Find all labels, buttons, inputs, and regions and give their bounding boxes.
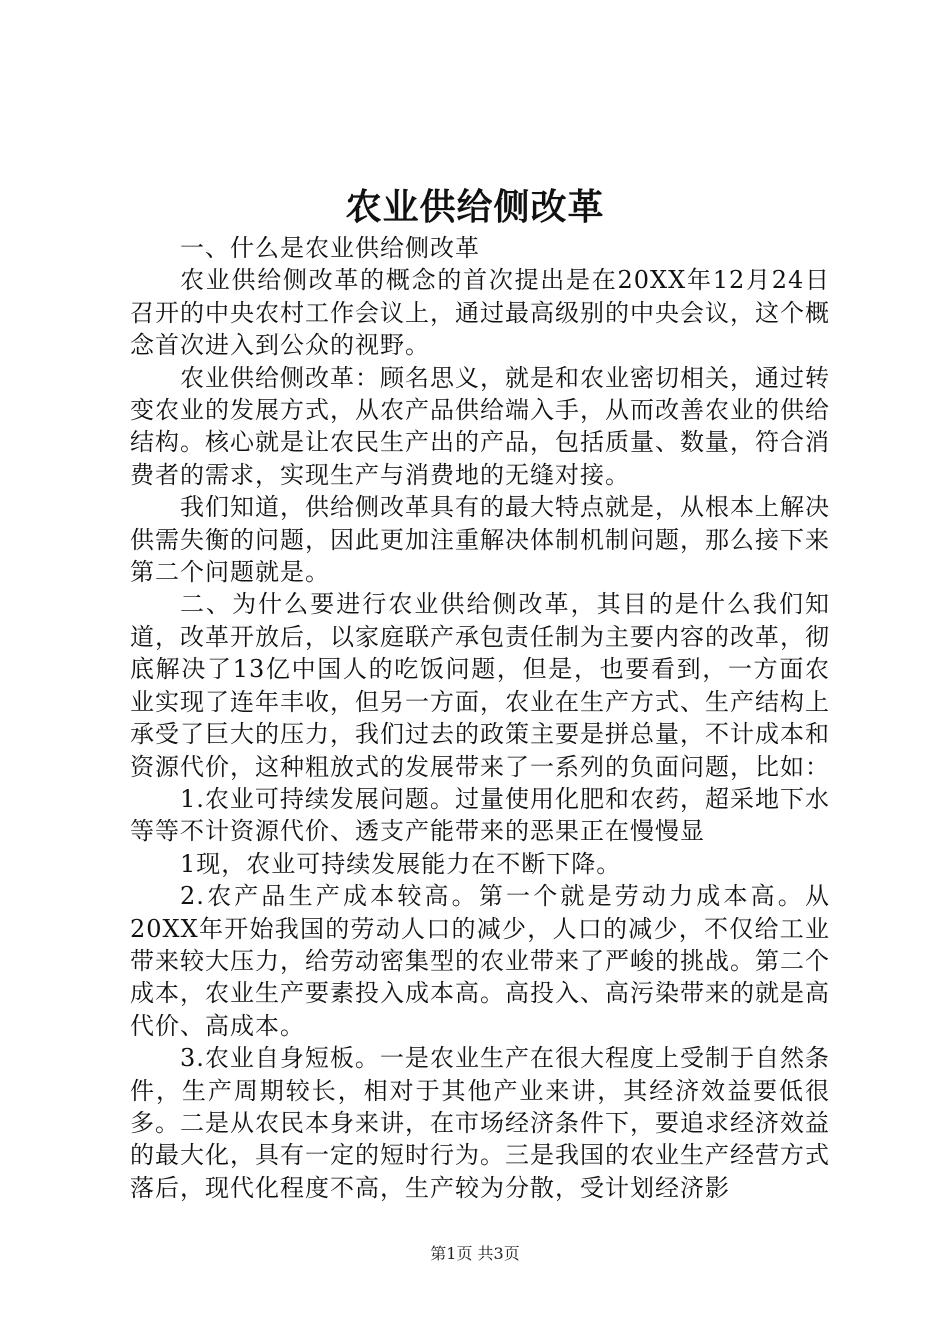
document-body <box>130 232 830 1204</box>
section-heading-1: 一、什么是农业供给侧改革 <box>180 234 480 262</box>
document-title: 农业供给侧改革 <box>345 186 605 228</box>
section-heading-2: 二、为什么要进行农业供给侧改革，其目的是什么我们知道，改革开放后，以家庭联产承包责任制为主要内容的改革，彻底解决了13亿中国人的吃饭问题，但是，也要看到，一方面农业实现了连年丰收，但另一方面，农业在生产方式、生产结构上承受了巨大的压力，我们过去的政策主要是拼总量，不计成本和资源代价，这种粗放式的发展带来了一系列的负面问题，比如： <box>130 590 830 781</box>
page-footer: 第1页 共3页 <box>430 1244 520 1263</box>
list-item-continuation: 1现，农业可持续发展能力在不断下降。 <box>180 849 622 878</box>
list-item: 3.农业自身短板。一是农业生产在很大程度上受制于自然条件，生产周期较长，相对于其他产业来讲，其经济效益要低很多。二是从农民本身来讲，在市场经济条件下，要追求经济效益的最大化，具有一定的短时行为。三是我国的农业生产经营方式落后，现代化程度不高，生产较为分散，受计划经济影 <box>130 1044 830 1202</box>
list-item: 2.农产品生产成本较高。第一个就是劳动力成本高。从20XX年开始我国的劳动人口的减少，人口的减少，不仅给工业带来较大压力，给劳动密集型的农业带来了严峻的挑战。第二个成本，农业生产要素投入成本高。高投入、高污染带来的就是高代价、高成本。 <box>130 882 830 1040</box>
paragraph: 农业供给侧改革：顾名思义，就是和农业密切相关，通过转变农业的发展方式，从农产品供给端入手，从而改善农业的供给结构。核心就是让农民生产出的产品，包括质量、数量，符合消费者的需求，实现生产与消费地的无缝对接。 <box>130 363 830 489</box>
paragraph: 我们知道，供给侧改革具有的最大特点就是，从根本上解决供需失衡的问题，因此更加注重解决体制机制问题，那么接下来第二个问题就是。 <box>130 493 830 587</box>
paragraph: 农业供给侧改革的概念的首次提出是在20XX年12月24日召开的中央农村工作会议上，通过最高级别的中央会议，这个概念首次进入到公众的视野。 <box>130 266 830 360</box>
list-item: 1.农业可持续发展问题。过量使用化肥和农药，超采地下水等等不计资源代价、透支产能带来的恶果正在慢慢显 <box>130 784 830 846</box>
